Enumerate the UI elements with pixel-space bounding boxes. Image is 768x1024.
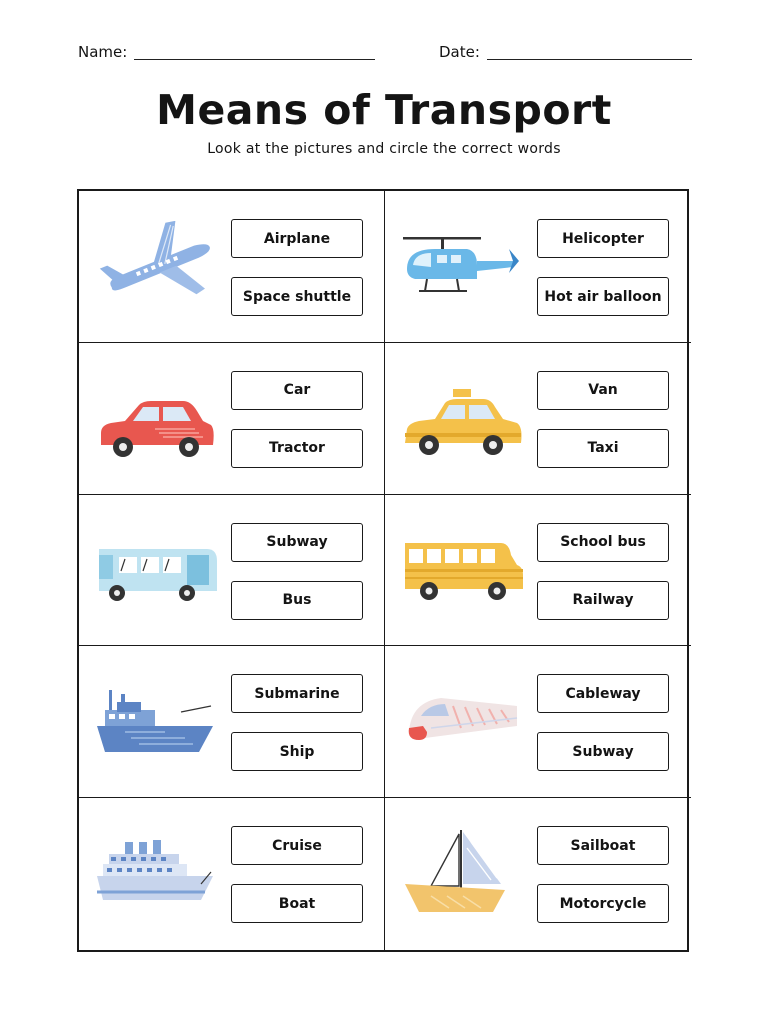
worksheet-grid: [77, 189, 689, 952]
item-cell: [385, 495, 691, 647]
option-button[interactable]: Bus: [231, 581, 363, 620]
item-cell: [79, 191, 385, 343]
item-cell: [385, 343, 691, 495]
date-line[interactable]: [487, 59, 692, 60]
sailboat-icon: [401, 828, 525, 918]
school-bus-icon: [401, 525, 525, 615]
item-cell: [385, 646, 691, 798]
page-title: Means of Transport: [156, 86, 612, 134]
ship-icon: [95, 676, 219, 766]
option-button[interactable]: Helicopter: [537, 219, 669, 258]
name-line[interactable]: [134, 59, 375, 60]
option-button[interactable]: Subway: [537, 732, 669, 771]
date-label: Date:: [439, 43, 480, 61]
bus-icon: [95, 525, 219, 615]
option-button[interactable]: Space shuttle: [231, 277, 363, 316]
option-button[interactable]: Railway: [537, 581, 669, 620]
option-button[interactable]: Boat: [231, 884, 363, 923]
item-cell: [79, 798, 385, 950]
option-button[interactable]: Airplane: [231, 219, 363, 258]
option-button[interactable]: School bus: [537, 523, 669, 562]
train-icon: [401, 676, 525, 766]
page-subtitle: Look at the pictures and circle the correct words: [207, 141, 561, 157]
airplane-icon: [95, 221, 219, 311]
option-button[interactable]: Cableway: [537, 674, 669, 713]
option-button[interactable]: Van: [537, 371, 669, 410]
option-button[interactable]: Cruise: [231, 826, 363, 865]
item-cell: [385, 191, 691, 343]
option-button[interactable]: Submarine: [231, 674, 363, 713]
name-field[interactable]: [78, 43, 127, 61]
item-cell: [385, 798, 691, 950]
item-cell: [79, 495, 385, 647]
option-button[interactable]: Car: [231, 371, 363, 410]
option-button[interactable]: Hot air balloon: [537, 277, 669, 316]
item-cell: [79, 343, 385, 495]
option-button[interactable]: Motorcycle: [537, 884, 669, 923]
taxi-icon: [401, 373, 525, 463]
option-button[interactable]: Sailboat: [537, 826, 669, 865]
name-label: Name:: [78, 43, 128, 61]
option-button[interactable]: Tractor: [231, 429, 363, 468]
item-cell: [79, 646, 385, 798]
date-field[interactable]: [439, 43, 480, 61]
option-button[interactable]: Ship: [231, 732, 363, 771]
helicopter-icon: [401, 221, 525, 311]
car-icon: [95, 373, 219, 463]
option-button[interactable]: Taxi: [537, 429, 669, 468]
cruise-ship-icon: [95, 828, 219, 918]
option-button[interactable]: Subway: [231, 523, 363, 562]
